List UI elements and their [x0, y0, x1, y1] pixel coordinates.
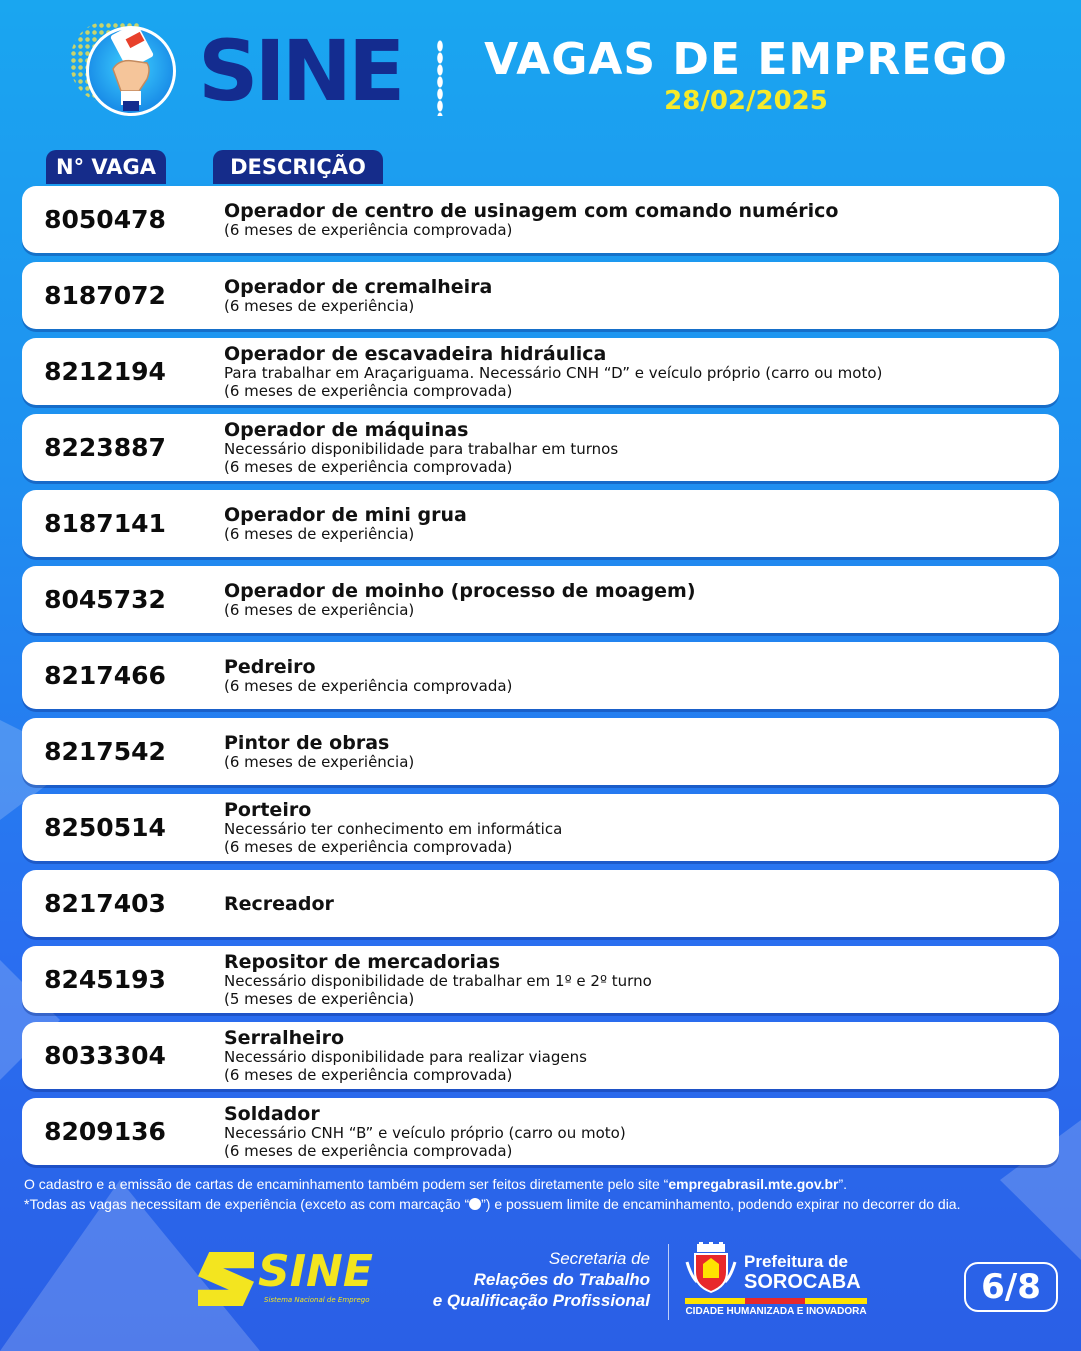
column-header-description: DESCRIÇÃO [213, 150, 383, 184]
secretaria-line: Relações do Trabalho [473, 1270, 650, 1289]
job-code: 8217403 [44, 889, 166, 918]
job-detail-line: (6 meses de experiência comprovada) [224, 1141, 513, 1160]
job-description [224, 946, 1044, 1013]
footnote-text: *Todas as vagas necessitam de experiência (exceto as com marcação “ [24, 1196, 470, 1212]
job-row [22, 566, 1059, 633]
job-title: Operador de mini grua [224, 503, 467, 526]
header-divider [437, 40, 443, 116]
job-detail-line: Necessário disponibilidade de trabalhar em 1º e 2º turno [224, 971, 652, 990]
job-detail-line: Necessário ter conhecimento em informática [224, 819, 563, 838]
job-title: Soldador [224, 1102, 320, 1125]
job-detail-line: (6 meses de experiência) [224, 296, 415, 315]
job-title: Serralheiro [224, 1026, 344, 1049]
job-description [224, 870, 1044, 937]
job-detail-line: (6 meses de experiência comprovada) [224, 220, 513, 239]
footnote-line-2 [24, 1194, 961, 1214]
job-code: 8250514 [44, 813, 166, 842]
job-row [22, 186, 1059, 253]
column-header-number: N° VAGA [46, 150, 166, 184]
sine-footer-subtitle: Sistema Nacional de Emprego [264, 1296, 370, 1304]
job-detail-line: (6 meses de experiência comprovada) [224, 837, 513, 856]
job-detail-line: (6 meses de experiência comprovada) [224, 457, 513, 476]
footnote-text: ”. [838, 1176, 848, 1192]
footer-divider [668, 1244, 669, 1320]
job-description [224, 490, 1044, 557]
job-title: Operador de moinho (processo de moagem) [224, 579, 696, 602]
job-detail-line: (6 meses de experiência) [224, 524, 415, 543]
job-row [22, 262, 1059, 329]
prefeitura-city: SOROCABA [744, 1271, 861, 1293]
sine-s-icon [198, 1252, 254, 1306]
job-detail-line: Necessário disponibilidade para trabalhar em turnos [224, 439, 619, 458]
job-detail-line: Para trabalhar em Araçariguama. Necessário CNH “D” e veículo próprio (carro ou moto) [224, 363, 883, 382]
job-code: 8050478 [44, 205, 166, 234]
job-title: Porteiro [224, 798, 312, 821]
job-title: Pintor de obras [224, 731, 390, 754]
footnote-text: O cadastro e a emissão de cartas de encaminhamento também podem ser feitos diretamente pelo site “ [24, 1176, 669, 1192]
job-code: 8245193 [44, 965, 166, 994]
job-title: Repositor de mercadorias [224, 950, 501, 973]
footnote [24, 1174, 961, 1214]
job-description [224, 718, 1044, 785]
job-description [224, 338, 1044, 405]
secretaria-line: e Qualificação Profissional [432, 1291, 650, 1310]
sine-footer-logo [198, 1246, 373, 1310]
footnote-line-1 [24, 1174, 961, 1194]
footnote-text: ”) e possuem limite de encaminhamento, podendo expirar no decorrer do dia. [481, 1196, 961, 1212]
job-row [22, 642, 1059, 709]
job-detail-line: (6 meses de experiência comprovada) [224, 676, 513, 695]
job-title: Pedreiro [224, 655, 316, 678]
job-description [224, 262, 1044, 329]
job-row [22, 870, 1059, 937]
job-detail-line: Necessário CNH “B” e veículo próprio (carro ou moto) [224, 1123, 626, 1142]
flag-stripe [685, 1298, 867, 1304]
job-description [224, 186, 1044, 253]
hand-card-logo-icon [86, 26, 176, 116]
job-row [22, 414, 1059, 481]
page-indicator: 6/8 [964, 1262, 1058, 1312]
job-list [22, 186, 1059, 1174]
job-code: 8212194 [44, 357, 166, 386]
job-title: Operador de máquinas [224, 418, 469, 441]
job-code: 8045732 [44, 585, 166, 614]
job-row [22, 1098, 1059, 1165]
job-description [224, 1098, 1044, 1165]
job-row [22, 338, 1059, 405]
job-detail-line: (6 meses de experiência) [224, 752, 415, 771]
prefeitura-label [744, 1252, 861, 1292]
sorocaba-crest-icon [685, 1242, 737, 1294]
job-code: 8217466 [44, 661, 166, 690]
site-link[interactable]: empregabrasil.mte.gov.br [668, 1176, 839, 1192]
job-description [224, 414, 1044, 481]
job-title: Operador de centro de usinagem com comando numérico [224, 199, 839, 222]
job-title: Recreador [224, 892, 334, 915]
prefeitura-tagline: CIDADE HUMANIZADA E INOVADORA [685, 1306, 867, 1317]
job-row [22, 490, 1059, 557]
sine-brand-title: SINE [198, 22, 402, 120]
job-title: Operador de escavadeira hidráulica [224, 342, 607, 365]
job-description [224, 642, 1044, 709]
secretaria-label [400, 1248, 650, 1311]
job-code: 8187072 [44, 281, 166, 310]
job-detail-line: (6 meses de experiência) [224, 600, 415, 619]
prefeitura-line: Prefeitura de [744, 1252, 848, 1271]
job-detail-line: Necessário disponibilidade para realizar viagens [224, 1047, 587, 1066]
job-detail-line: (6 meses de experiência comprovada) [224, 381, 513, 400]
job-row [22, 1022, 1059, 1089]
job-detail-line: (6 meses de experiência comprovada) [224, 1065, 513, 1084]
job-code: 8209136 [44, 1117, 166, 1146]
secretaria-line: Secretaria de [548, 1249, 650, 1268]
job-code: 8033304 [44, 1041, 166, 1070]
job-code: 8217542 [44, 737, 166, 766]
job-code: 8187141 [44, 509, 166, 538]
job-title: Operador de cremalheira [224, 275, 493, 298]
circle-marker-icon [469, 1198, 481, 1210]
date-label: 28/02/2025 [664, 86, 828, 116]
page-title: VAGAS DE EMPREGO [484, 34, 1008, 85]
job-code: 8223887 [44, 433, 166, 462]
job-description [224, 566, 1044, 633]
sine-footer-word: SINE [258, 1246, 373, 1297]
job-description [224, 794, 1044, 861]
job-row [22, 718, 1059, 785]
job-detail-line: (5 meses de experiência) [224, 989, 415, 1008]
job-description [224, 1022, 1044, 1089]
job-row [22, 794, 1059, 861]
job-row [22, 946, 1059, 1013]
